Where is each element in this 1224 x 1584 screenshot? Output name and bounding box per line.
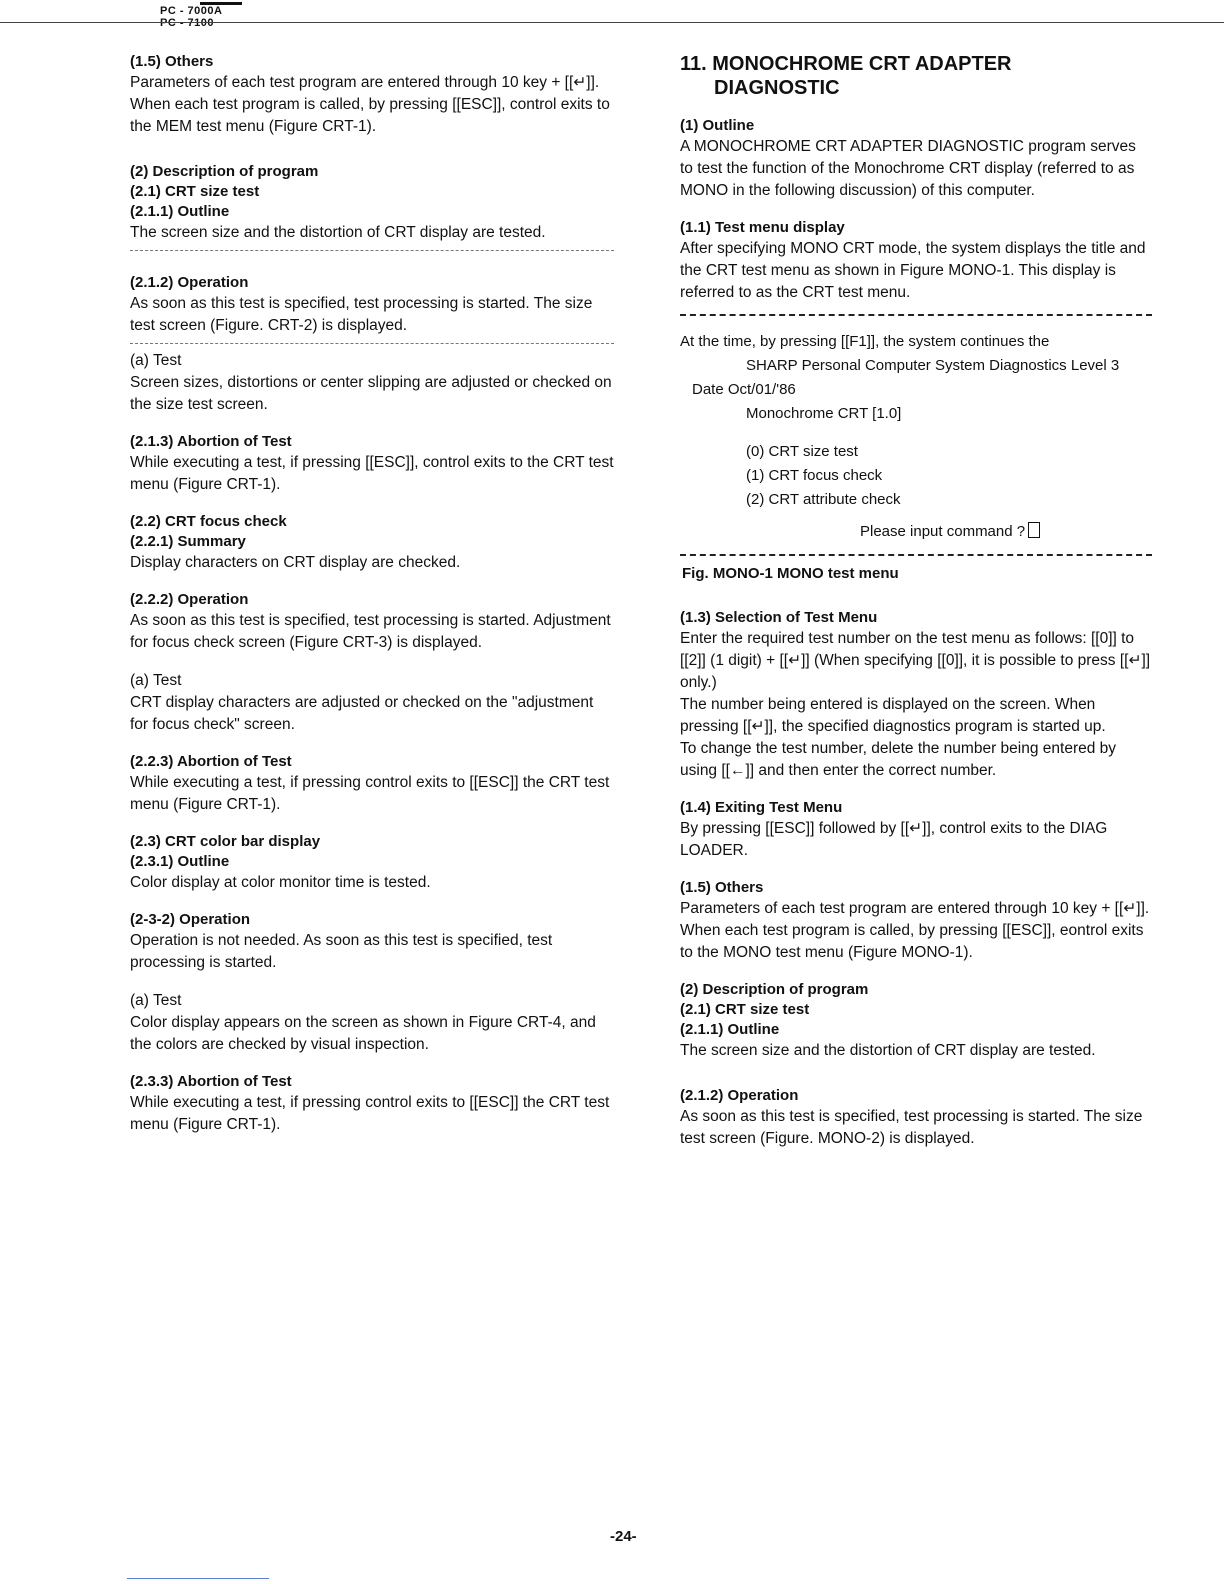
section-heading: (1) Outline (680, 117, 755, 134)
chapter-title-cont: DIAGNOSTIC (714, 77, 840, 99)
section-heading: (2.3) CRT color bar display (130, 833, 321, 850)
paragraph: CRT display characters are adjusted or checked on the "adjustment for focus check" screen. (130, 694, 594, 733)
paragraph: By pressing [[ESC]] followed by [[↵]], control exits to the DIAG LOADER. (680, 820, 1108, 859)
subheading: (a) Test (130, 352, 182, 369)
figure-mono-1 (680, 314, 1152, 556)
paragraph: Parameters of each test program are entered through 10 key + [[↵]]. When each test program is called, by pressing [[ESC]], eontrol exits to the MONO test menu (Figure MONO-1). (680, 900, 1150, 961)
section-heading: (1.1) Test menu display (680, 219, 845, 236)
model-label-1: PC - 7000A (160, 5, 223, 17)
menu-option-0: (0) CRT size test (746, 443, 858, 460)
prompt-text: Please input command ? (860, 523, 1026, 540)
figure-title: SHARP Personal Computer System Diagnostics Level 3 (746, 357, 1120, 374)
top-rule (0, 22, 1224, 23)
paragraph: Screen sizes, distortions or center slipping are adjusted or checked on the size test screen. (130, 374, 612, 413)
footer-rule (127, 1578, 269, 1579)
menu-option-2: (2) CRT attribute check (746, 491, 901, 508)
section-heading: (2.1) CRT size test (680, 1001, 810, 1018)
divider (130, 343, 614, 344)
paragraph: As soon as this test is specified, test processing is started. Adjustment for focus check screen (Figure CRT-3) is displayed. (130, 612, 611, 651)
cursor-icon (1028, 522, 1040, 538)
paragraph: A MONOCHROME CRT ADAPTER DIAGNOSTIC program serves to test the function of the Monochrome CRT display (referred to as MONO in the following discussion) of this computer. (680, 138, 1136, 199)
section-heading: (2.1) CRT size test (130, 183, 260, 200)
section-heading: (2.1.1) Outline (680, 1021, 780, 1038)
section-heading: (2.1.3) Abortion of Test (130, 433, 292, 450)
paragraph: The screen size and the distortion of CRT display are tested. (680, 1042, 1096, 1059)
figure-text: At the time, by pressing [[F1]], the system continues the (680, 333, 1050, 350)
paragraph: To change the test number, delete the number being entered by using [[←]] and then enter the correct number. (680, 740, 1117, 779)
section-heading: (1.5) Others (680, 879, 764, 896)
command-prompt (680, 520, 1152, 544)
right-column (680, 52, 1152, 1150)
model-label-2: PC - 7100 (160, 17, 215, 29)
paragraph: As soon as this test is specified, test processing is started. The size test screen (Figure. CRT-2) is displayed. (130, 295, 593, 334)
section-heading: (2.2.2) Operation (130, 591, 249, 608)
section-heading: (2-3-2) Operation (130, 911, 251, 928)
figure-date: Date Oct/01/'86 (692, 381, 796, 398)
figure-caption: Fig. MONO-1 MONO test menu (682, 565, 899, 582)
section-heading: (2) Description of program (680, 981, 869, 998)
page-number: -24- (610, 1528, 637, 1545)
paragraph: Parameters of each test program are entered through 10 key + [[↵]]. When each test program is called, by pressing [[ESC]], control exits to the MEM test menu (Figure CRT-1). (130, 74, 610, 135)
section-heading: (2.1.1) Outline (130, 203, 230, 220)
left-column (130, 52, 614, 1136)
section-heading: (1.5) Others (130, 53, 214, 70)
figure-mode: Monochrome CRT [1.0] (746, 405, 902, 422)
header-rule (200, 2, 242, 5)
section-heading: (2.1.2) Operation (680, 1087, 799, 1104)
chapter-title: 11. MONOCHROME CRT ADAPTER (680, 53, 1012, 75)
paragraph: Enter the required test number on the test menu as follows: [[0]] to [[2]] (1 digit) + [[↵]] (When specifying [[0]], it is possible to press [[↵]] only.) (680, 630, 1151, 691)
section-heading: (2.1.2) Operation (130, 274, 249, 291)
paragraph: Color display appears on the screen as shown in Figure CRT-4, and the colors are checked by visual inspection. (130, 1014, 596, 1053)
subheading: (a) Test (130, 992, 182, 1009)
section-heading: (2.2.1) Summary (130, 533, 246, 550)
paragraph: While executing a test, if pressing [[ESC]], control exits to the CRT test menu (Figure CRT-1). (130, 454, 614, 493)
paragraph: The number being entered is displayed on the screen. When pressing [[↵]], the specified diagnostics program is started up. (680, 696, 1106, 735)
section-heading: (1.4) Exiting Test Menu (680, 799, 843, 816)
section-heading: (2.2.3) Abortion of Test (130, 753, 292, 770)
subheading: (a) Test (130, 672, 182, 689)
section-heading: (1.3) Selection of Test Menu (680, 609, 878, 626)
paragraph: Color display at color monitor time is tested. (130, 874, 431, 891)
section-heading: (2.2) CRT focus check (130, 513, 287, 530)
paragraph: Operation is not needed. As soon as this test is specified, test processing is started. (130, 932, 553, 971)
section-heading: (2.3.1) Outline (130, 853, 230, 870)
menu-option-1: (1) CRT focus check (746, 467, 883, 484)
paragraph: While executing a test, if pressing control exits to [[ESC]] the CRT test menu (Figure CRT-1). (130, 774, 610, 813)
paragraph: Display characters on CRT display are checked. (130, 554, 461, 571)
section-heading: (2.3.3) Abortion of Test (130, 1073, 292, 1090)
paragraph: After specifying MONO CRT mode, the system displays the title and the CRT test menu as shown in Figure MONO-1. This display is referred to as the CRT test menu. (680, 240, 1146, 301)
paragraph: The screen size and the distortion of CRT display are tested. (130, 224, 546, 241)
divider (130, 250, 614, 251)
paragraph: As soon as this test is specified, test processing is started. The size test screen (Figure. MONO-2) is displayed. (680, 1108, 1143, 1147)
document-header (160, 5, 223, 29)
section-heading: (2) Description of program (130, 163, 319, 180)
paragraph: While executing a test, if pressing control exits to [[ESC]] the CRT test menu (Figure CRT-1). (130, 1094, 610, 1133)
